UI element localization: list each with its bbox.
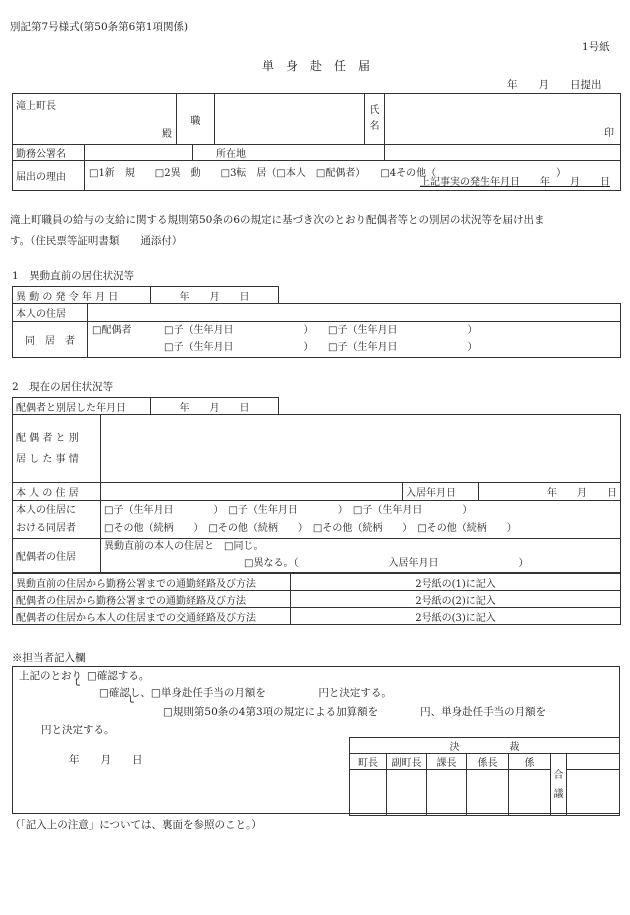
intro-line-2: す。（住民票等証明書類 通添付） [10,235,183,247]
addressee-cell [13,94,177,145]
seal-mark: 印 [604,128,614,139]
position-label: 職 [177,94,215,145]
child-option-1[interactable]: □子（生年月日 ） [164,325,314,336]
applicant-table [12,93,621,191]
office-label: 勤務公署名 [13,145,85,161]
prior-residence-label: 本人の住居 [13,304,88,322]
cohab-other-options[interactable]: □その他（続柄 ） □その他（続柄 ） □その他（続柄 ） □その他（続柄 ） [104,522,517,534]
confirm-option[interactable]: □確認する。 [87,670,150,682]
separation-reason-field[interactable] [101,415,621,483]
cohab-label-cell [13,501,101,539]
office-field[interactable] [85,145,193,161]
confirm-decide-option[interactable]: □確認し、□単身赴任手当の月額を 円と決定する。 [99,687,392,699]
admin-line4: 円と決定する。 [41,724,115,736]
form-title: 単 身 赴 任 届 [262,59,371,73]
route-label-1: 異動直前の住居から勤務公署までの通勤経路及び方法 [13,574,291,591]
separation-date-table [12,397,279,415]
separation-reason-label-2: 居 し た 事 情 [16,453,79,465]
consult-label: 合議 [551,754,567,816]
position-field[interactable] [215,94,365,145]
section2-heading: 2 現在の居住状況等 [12,381,114,393]
reason-options[interactable]: □1新 規 □2異 動 □3転 居（□本人 □配偶者） □4その他（ ） [89,168,567,179]
occurrence-date[interactable]: 上記事実の発生年月日 年 月 日 [420,177,610,188]
bracket-1: ╰ [73,679,80,692]
order-date-table [12,286,279,304]
cohab-options-cell[interactable] [101,501,621,539]
separation-reason-label-1: 配 偶 者 と 別 [16,432,79,444]
cohab-label-2: おける同居者 [16,522,76,534]
admin-line1-a: 上記のとおり [19,670,82,682]
role-mayor: 町長 [350,754,387,770]
child-option-3[interactable]: □子（生年月日 ） [164,342,314,353]
prior-residence-field[interactable] [88,304,621,322]
cohabitant-label: 同 居 者 [13,322,88,358]
route-note-1: 2号紙の(1)に記入 [291,574,621,591]
cohab-children-options[interactable]: □子（生年月日 ） □子（生年月日 ） □子（生年月日 ） [104,505,473,516]
approval-table [349,737,620,816]
seal-section-chief[interactable] [427,770,467,816]
consult-bottom[interactable] [567,770,620,816]
cohabitant-cell[interactable] [88,322,621,358]
move-in-label: 入居年月日 [403,483,479,501]
seal-unit-chief[interactable] [467,770,509,816]
section1-heading: 1 異動直前の居住状況等 [12,270,135,282]
self-residence-field[interactable] [101,483,403,501]
spouse-residence-label: 配偶者の住居 [13,539,101,573]
seal-mayor[interactable] [350,770,387,816]
approval-title: 決 裁 [350,738,620,754]
reason-label: 届出の理由 [13,161,85,191]
footer-note: （「記入上の注意」については、裏面を参照のこと。） [10,819,262,831]
spouse-same-option[interactable]: 異動直前の本人の住居と □同じ。 [104,541,264,552]
self-residence-label: 本 人 の 住 居 [13,483,101,501]
admin-box [12,666,620,814]
order-date-label: 異 動 の 発 令 年 月 日 [13,287,151,304]
dono-label: 殿 [162,129,172,140]
seal-deputy-mayor[interactable] [387,770,427,816]
name-field[interactable] [385,94,621,145]
intro-line-1: 滝上町職員の給与の支給に関する規則第50条の6の規定に基づき次のとおり配偶者等との別居の状況等を届け出ま [10,214,545,226]
reason-cell[interactable] [85,161,621,191]
admin-date[interactable]: 年 月 日 [69,754,143,766]
role-deputy-mayor: 副町長 [387,754,427,770]
current-residence-table [12,414,621,573]
name-label: 氏名 [365,94,385,145]
child-option-4[interactable]: □子（生年月日 ） [328,342,478,353]
location-label: 所在地 [216,149,246,160]
order-date-value[interactable]: 年 月 日 [151,287,279,304]
prior-residence-table [12,303,621,358]
role-staff: 係 [509,754,551,770]
location-field[interactable] [385,145,621,161]
spouse-option[interactable]: □配偶者 [92,325,132,336]
route-label-3: 配偶者の住居から本人の住居までの交通経路及び方法 [13,608,291,625]
child-option-2[interactable]: □子（生年月日 ） [328,325,478,336]
form-reference: 別記第7号様式(第50条第6第1項関係) [10,21,189,33]
separation-reason-label-cell [13,415,101,483]
separation-date-value[interactable]: 年 月 日 [151,398,279,415]
routes-table [12,573,621,625]
admin-heading: ※担当者記入欄 [12,652,86,664]
role-unit-chief: 係長 [467,754,509,770]
separation-date-label: 配偶者と別居した年月日 [13,398,151,415]
submission-date: 年 月 日提出 [507,79,602,91]
consult-top[interactable] [567,754,620,770]
seal-staff[interactable] [509,770,551,816]
spouse-different-option[interactable]: □異なる。（ 入居年月日 ） [244,557,529,569]
bracket-2: ╰ [127,696,134,709]
route-label-2: 配偶者の住居から勤務公署までの通勤経路及び方法 [13,591,291,608]
location-label-cell [193,145,385,161]
role-section-chief: 課長 [427,754,467,770]
addition-option[interactable]: □規則第50条の4第3項の規定による加算額を 円、単身赴任手当の月額を [163,706,547,718]
move-in-value[interactable]: 年 月 日 [479,483,621,501]
route-note-3: 2号紙の(3)に記入 [291,608,621,625]
route-note-2: 2号紙の(2)に記入 [291,591,621,608]
spouse-residence-cell[interactable] [101,539,621,573]
sheet-number: 1号紙 [582,41,610,53]
addressee: 滝上町長 [16,101,56,112]
cohab-label-1: 本人の住居に [16,505,76,516]
